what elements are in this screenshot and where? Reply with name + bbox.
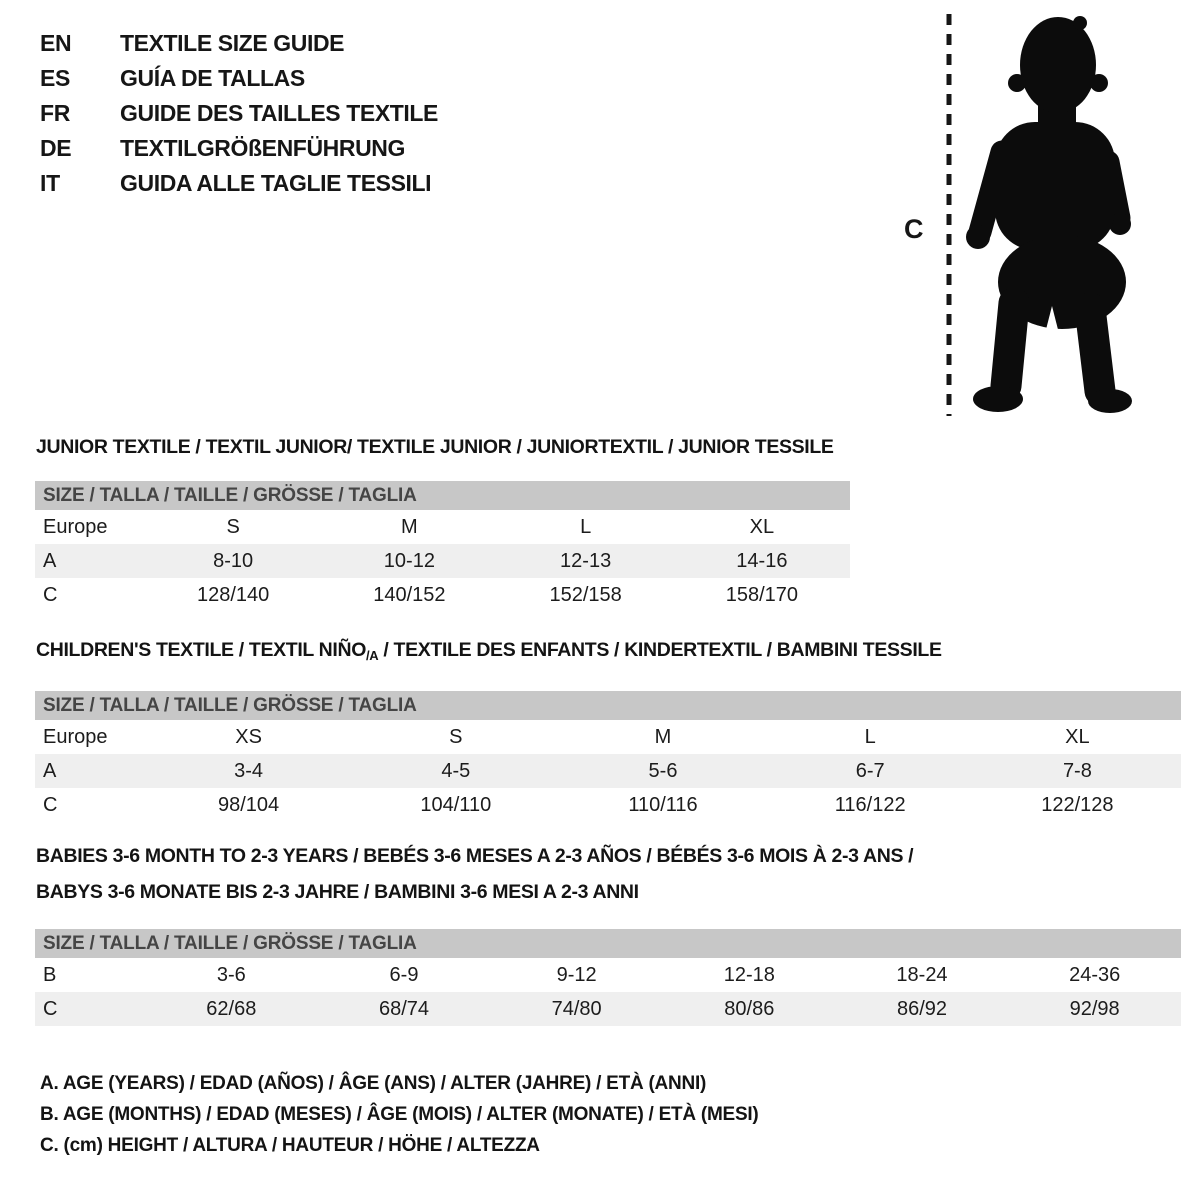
size-value-cell: S [449,726,463,748]
size-value-cell: 122/128 [1041,794,1114,816]
language-guide-title: TEXTILE SIZE GUIDE [120,30,345,56]
row-label: B [43,964,57,986]
size-value-cell: 62/68 [206,998,257,1020]
language-guide-title: GUIDE DES TAILLES TEXTILE [120,100,438,126]
legend-height-cm: C. (cm) HEIGHT / ALTURA / HAUTEUR / HÖHE / ALTEZZA [40,1135,540,1156]
size-table-header: SIZE / TALLA / TAILLE / GRÖSSE / TAGLIA [35,481,850,510]
size-value-cell: 24-36 [1069,964,1121,986]
size-table-row [35,720,1181,754]
language-guide-title: TEXTILGRÖßENFÜHRUNG [120,135,405,161]
children-heading-text: CHILDREN'S TEXTILE / TEXTIL NIÑO [36,639,367,661]
size-value-cell: 9-12 [556,964,597,986]
size-value-cell: 4-5 [441,760,471,782]
size-value-cell: 92/98 [1069,998,1120,1020]
children-heading-subscript: /A [366,648,379,663]
row-label: C [43,584,58,606]
row-label: A [43,550,57,572]
size-value-cell: 116/122 [834,794,906,816]
size-value-cell: L [580,516,592,538]
language-row [40,26,438,61]
size-value-cell: 18-24 [896,964,948,986]
children-heading-text-2: / TEXTILE DES ENFANTS / KINDERTEXTIL / BAMBINI TESSILE [378,639,942,661]
size-table-header: SIZE / TALLA / TAILLE / GRÖSSE / TAGLIA [35,929,1181,958]
size-value-cell: 110/116 [628,794,698,816]
legend-age-years: A. AGE (YEARS) / EDAD (AÑOS) / ÂGE (ANS) / ALTER (JAHRE) / ETÀ (ANNI) [40,1073,707,1094]
row-label: Europe [43,516,108,538]
size-value-cell: 10-12 [383,550,435,572]
language-guide-title: GUÍA DE TALLAS [120,65,305,91]
size-value-cell: XS [235,726,262,748]
children-size-table [35,691,1181,822]
size-value-cell: 128/140 [196,584,270,606]
size-value-cell: 5-6 [648,760,678,782]
size-value-cell: 3-6 [216,964,246,986]
size-value-cell: 8-10 [213,550,254,572]
language-code: ES [40,65,71,91]
language-code: DE [40,135,72,161]
size-value-cell: 74/80 [551,998,602,1020]
size-value-cell: M [401,516,418,538]
size-table-header: SIZE / TALLA / TAILLE / GRÖSSE / TAGLIA [35,691,1181,720]
size-table-row [35,578,850,612]
size-table-row [35,958,1181,992]
measure-label-c: C [904,214,924,244]
size-value-cell: 158/170 [725,584,799,606]
language-code: FR [40,100,71,126]
row-label: Europe [43,726,108,748]
language-code: EN [40,30,72,56]
size-value-cell: 14-16 [736,550,788,572]
babies-size-table [35,929,1181,1026]
row-label: A [43,760,57,782]
legend-age-months: B. AGE (MONTHS) / EDAD (MESES) / ÂGE (MOIS) / ALTER (MONATE) / ETÀ (MESI) [40,1104,759,1125]
size-table-row [35,992,1181,1026]
babies-section-heading-line1: BABIES 3-6 MONTH TO 2-3 YEARS / BEBÉS 3-6 MESES A 2-3 AÑOS / BÉBÉS 3-6 MOIS À 2-3 ANS / [36,845,914,867]
language-row [40,166,438,201]
size-value-cell: 12-18 [723,964,775,986]
size-table-row [35,510,850,544]
junior-size-table [35,481,850,612]
size-value-cell: 140/152 [373,584,446,606]
size-value-cell: 68/74 [378,998,430,1020]
size-table-row [35,788,1181,822]
language-row [40,96,438,131]
language-guide-title: GUIDA ALLE TAGLIE TESSILI [120,170,432,196]
language-title-block [40,26,438,201]
size-value-cell: 12-13 [560,550,612,572]
toddler-silhouette-image [962,10,1147,416]
size-table-row [35,544,850,578]
size-value-cell: 6-7 [855,760,885,782]
size-value-cell: 7-8 [1062,760,1092,782]
size-table-row [35,754,1181,788]
size-value-cell: 6-9 [389,964,419,986]
height-dashed-line [944,14,954,416]
size-value-cell: XL [1065,726,1090,748]
size-value-cell: 3-4 [234,760,264,782]
size-value-cell: XL [749,516,775,538]
size-value-cell: M [654,726,672,748]
junior-section-heading: JUNIOR TEXTILE / TEXTIL JUNIOR/ TEXTILE JUNIOR / JUNIORTEXTIL / JUNIOR TESSILE [36,436,834,458]
size-value-cell: 152/158 [549,584,622,606]
size-value-cell: 80/86 [724,998,775,1020]
row-label: C [43,998,58,1020]
language-row [40,131,438,166]
size-value-cell: 86/92 [896,998,948,1020]
children-section-heading [36,639,942,663]
row-label: C [43,794,58,816]
size-value-cell: 104/110 [420,794,492,816]
language-row [40,61,438,96]
size-value-cell: 98/104 [218,794,280,816]
size-value-cell: S [226,516,240,538]
language-code: IT [40,170,60,196]
size-value-cell: L [864,726,876,748]
babies-section-heading-line2: BABYS 3-6 MONATE BIS 2-3 JAHRE / BAMBINI 3-6 MESI A 2-3 ANNI [36,881,639,903]
